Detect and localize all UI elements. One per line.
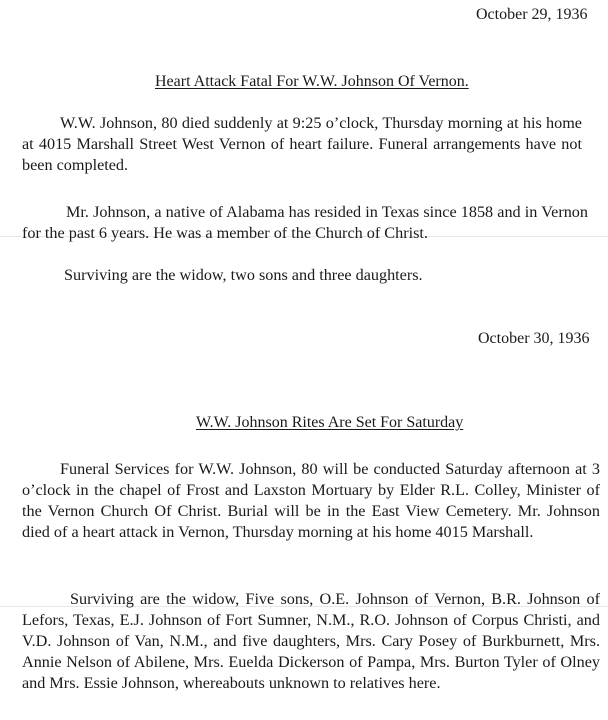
article2-paragraph-1: Funeral Services for W.W. Johnson, 80 will be conducted Saturday afternoon at 3 o’clock in the chapel of Frost and Laxston Mortuary by Elder R.L. Colley, Minister of the Vernon Church Of Christ. Burial will be in the East View Cemetery. Mr. Johnson died of a heart attack in Vernon, Thursday morning at his home 4015 Marshall.	[22, 460, 600, 541]
article1-paragraph-1: W.W. Johnson, 80 died suddenly at 9:25 o’clock, Thursday morning at his home at 4015 Marshall Street West Vernon of heart failure. Funeral arrangements have not been completed.	[22, 114, 582, 174]
article1-headline: Heart Attack Fatal For W.W. Johnson Of Vernon.	[155, 73, 469, 90]
article1-paragraph-2: Mr. Johnson, a native of Alabama has resided in Texas since 1858 and in Vernon for the past 6 years. He was a member of the Church of Christ.	[22, 203, 588, 242]
article1-paragraph-3: Surviving are the widow, two sons and three daughters.	[64, 266, 423, 284]
article2-headline: W.W. Johnson Rites Are Set For Saturday	[196, 414, 464, 431]
article2-date: October 30, 1936	[478, 330, 590, 347]
article2-paragraph-2: Surviving are the widow, Five sons, O.E. Johnson of Vernon, B.R. Johnson of Lefors, Texas, E.J. Johnson of Fort Sumner, N.M., R.O. Johnson of Corpus Christi, and V.D. Johnson of Van, N.M., and five daughters, Mrs. Cary Posey of Burkburnett, Mrs. Annie Nelson of Abilene, Mrs. Euelda Dickerson of Pampa, Mrs. Burton Tyler of Olney and Mrs. Essie Johnson, whereabouts unknown to relatives here.	[22, 590, 600, 692]
article1-date: October 29, 1936	[476, 6, 588, 23]
